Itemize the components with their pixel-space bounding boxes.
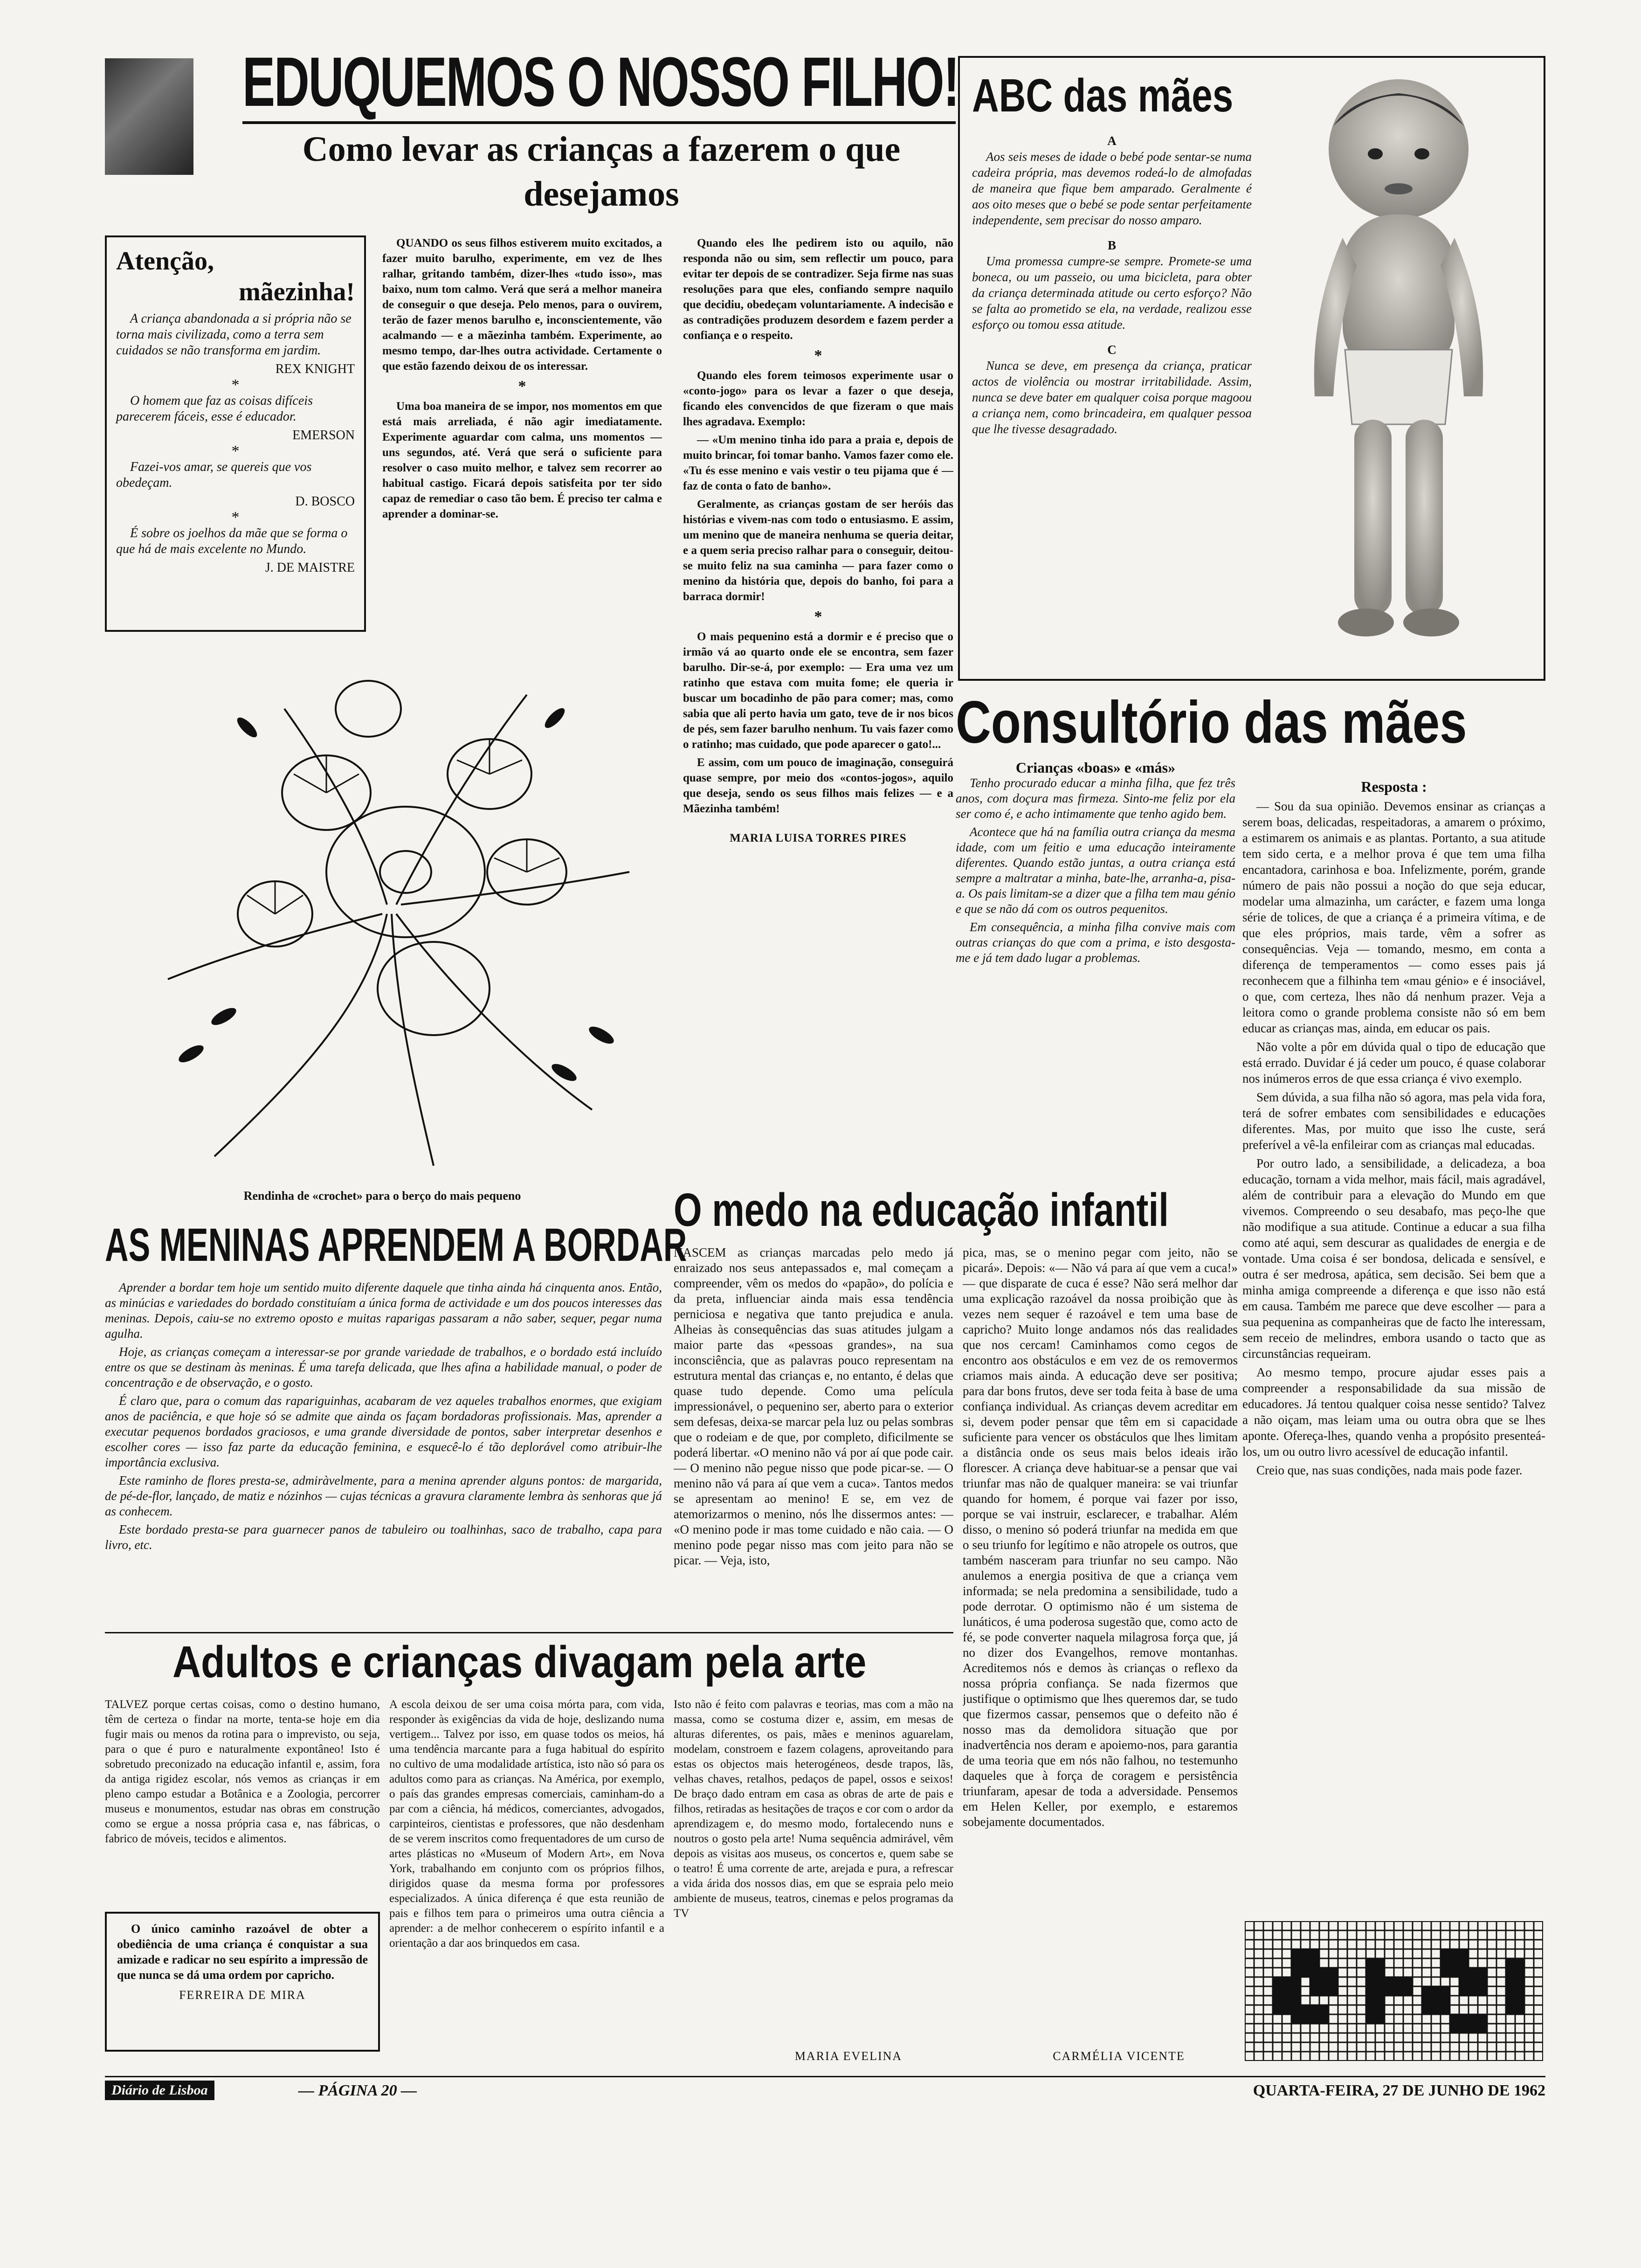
mira-quote-author: FERREIRA DE MIRA <box>179 1988 306 2002</box>
abc-label-b: B <box>1107 238 1116 252</box>
arte-paragraph: Isto não é feito com palavras e teorias, mas com a mão na massa, como se costuma dizer e, assim, em mesas de alturas diferentes, os pais, mães e meninos aguarelam, modelam, constroem e fazem colagens, aproveitando para estas os objectos mais heterogéneos, desde trapos, lãs, velhas chaves, retalhos, pedaços de papel, ossos e seixos! De braço dado entram em casa as obras de arte de pais e filhos, retiradas as hesitações de traços e cor com o ardor da aprendizagem e, do mesmo modo, fortalecendo nuns e noutros o gosto pela arte! Numa sequência admirável, vêm depois as visitas aos museus, os concertos e, quem sabe se o teatro! É uma corrente de arte, arejada e pura, a refrescar a vida árida dos nossos dias, em que se espraia pelo meio ambiente de museus, teatros, cinemas e pelos programas da TV <box>674 1698 953 1920</box>
embroidery-caption: Rendinha de «crochet» para o berço do mais pequeno <box>243 1189 521 1203</box>
medo-col-1 <box>674 1245 953 1646</box>
crochet-chart <box>1245 1921 1543 2061</box>
consultorio-answer-paragraph: Sem dúvida, a sua filha não só agora, mas pela vida fora, terá de sofrer embates com sensibilidades e educações diferentes. Mas, por muito que isso lhe custe, será preferível a vê-la enfileirar com as crianças mal educadas. <box>1242 1090 1545 1152</box>
abc-label-c: C <box>1107 343 1117 357</box>
separator-star: * <box>814 608 822 625</box>
main-paragraph: Geralmente, as crianças gostam de ser heróis das histórias e vivem-nas com todo o entusiasmo. E assim, um menino que de maneira nenhuma se queria deitar, e a quem seria preciso ralhar para o conseguir, deitou-se muito feliz na sua caminha — para fazer como o menino da história que, depois do banho, foi para a barraca dormir! <box>683 498 953 603</box>
quote-4: É sobre os joelhos da mãe que se forma o que há de mais excelente no Mundo. <box>116 526 348 556</box>
page-title: EDUQUEMOS O NOSSO FILHO! <box>242 42 959 121</box>
abc-text <box>972 133 1252 660</box>
bordar-paragraph: Este bordado presta-se para guarnecer panos de tabuleiro ou toalhinhas, saco de trabalho, capa para livro, etc. <box>105 1522 662 1552</box>
abc-paragraph-c: Nunca se deve, em presença da criança, praticar actos de violência ou mostrar irritabilidade. Assim, nunca se deve bater em qualquer coisa porque magoou a criança nem, como brincadeira, em qualquer pessoa que lhe tivesse desagradado. <box>972 359 1252 436</box>
arte-paragraph: A escola deixou de ser uma coisa mórta para, com vida, responder às exigências da vida de hoje, deslizando numa vertigem... Talvez por isso, em quase todos os meios, há uma tendência marcante para a fuga habitual do espírito no cultivo de uma modalidade artística, isto não só para os adultos como para as crianças. Na América, por exemplo, o país das grandes empresas comerciais, caminham-do a par com a ciência, há médicos, comerciantes, advogados, carpinteiros, cientistas e professores, que não desdenham de se verem inscritos como frequentadores de um curso de artes plásticas no «Museum of Modern Art», em Nova York, trabalhando em conjunto com os próprios filhos, dirigidos quase da mesma forma por professores especializados. A única diferença é que esta reunião de pais e filhos tem para o primeiros uma outra ciência a aprender: a de melhor conhecerem o espírito infantil e a orientação a dar aos brinquedos em casa. <box>389 1698 664 1950</box>
consultorio-question <box>956 760 1235 1124</box>
newspaper-logo: Diário de Lisboa <box>105 2081 214 2100</box>
consultorio-answer-paragraph: Por outro lado, a sensibilidade, a delicadeza, a boa educação, tornam a vida melhor, mais fácil, mais agradável, além de contribuir para a elevação do Mundo em que vivemos. Compreendo o seu desabafo, mas peço-lhe que não modifique a sua atitude. Continue a educar a sua filha como até aqui, sem descurar as qualidades de energia e de vontade. Uma coisa é ser bondosa, delicada e sensível, e outra é ser medrosa, apática, sem decisão. Sei bem que a minha amiga compreende a diferença e que isso não está em causa. Também me parece que deve escolher — para a sua pequenina as companheiras que de facto lhe interessam, sem receio de melindres, embora usando o tacto que as circunstâncias requeiram. <box>1242 1156 1545 1361</box>
consultorio-title: Consultório das mães <box>956 689 1467 756</box>
header-portrait-photo <box>105 58 193 175</box>
bordar-title: AS MENINAS APRENDEM A BORDAR <box>105 1219 687 1271</box>
title-rule <box>242 121 956 124</box>
consultorio-answer-paragraph: Ao mesmo tempo, procure ajudar esses pais a compreender a responsabilidade da sua missão de educadores. Já tentou qualquer coisa nesse sentido? Talvez a não oiçam, mas leiam uma ou outra obra que se lhes aponte. Ofereça-lhes, quando venha a propósito presenteá-los, um ou outro livro acessível de educação infantil. <box>1242 1365 1545 1459</box>
quote-1-author: REX KNIGHT <box>275 362 355 376</box>
consultorio-question-paragraph: Em consequência, a minha filha convive mais com outras crianças do que com a prima, e isto desgosta-me e já tem dado lugar a problemas. <box>956 920 1235 965</box>
consultorio-answer-label: Resposta : <box>1361 778 1427 795</box>
abc-paragraph-b: Uma promessa cumpre-se sempre. Promete-se uma boneca, ou um passeio, ou uma bicicleta, para obter da criança determinada atitude ou certo esforço? Não se falta ao prometido se ela, na verdade, realizou esse esforço ou tomou essa atitude. <box>972 254 1252 332</box>
consultorio-question-paragraph: Acontece que há na família outra criança da mesma idade, com um feitio e uma educação inteiramente diferentes. Quando estão juntas, a outra criança está sempre a maltratar a minha, bate-lhe, arranha-a, pisa-a. Os pais limitam-se a dizer que a filha tem mau génio e que se não dá com os outros pequenitos. <box>956 825 1235 916</box>
mira-quote: O único caminho razoável de obter a obediência de uma criança é conquistar a sua amizade e radicar no seu espírito a impressão de que nunca se dá uma ordem por capricho. <box>117 1922 368 1982</box>
arte-author: MARIA EVELINA <box>794 2049 903 2063</box>
abc-label-a: A <box>1107 134 1117 148</box>
separator-star: * <box>518 378 526 395</box>
medo-paragraph: NASCEM as crianças marcadas pelo medo já enraizado nos seus antepassados e, mal começam a compreender, vêm os medos do «papão», do polícia e da preta, influenciar ainda mais essa tendência perniciosa e negativa que tanto prejudica e anula. Alheias às consequências das suas atitudes julgam a maior parte das «pessoas grandes», na sua inconsciência, que as palavras pouco representam na estrutura mental das crianças e, no entanto, é delas que quase tudo depende. Como uma película impressionável, o pequenino ser, aberto para o exterior sem defesas, deixa-se marcar pela luz ou pelas sombras que o rodeiam e de que, por completo, dificilmente se poderá libertar. «O menino não vá por aí que pode cair. — O menino não pegue nisso que pode picar-se. — O menino não vá para aí que vem a cuca». Tantos medos se apresentam ao menino! E se, em vez de atemorizarmos o menino, nós lhe dissermos antes: — «O menino pode ir mas tome cuidado e não caia. — O menino pode pegar nisso mas com jeito para não se picar. — Veja, isto, <box>674 1245 953 1567</box>
consultorio-subtitle: Crianças «boas» e «más» <box>1015 760 1176 776</box>
main-paragraph: Uma boa maneira de se impor, nos momentos em que está mais arreliada, é não agir imediatamente. Experimente aguardar com calma, uns momentos — uns segundos, até. Verá que será o suficiente para resolver o caso muito melhor, e talvez sem recorrer ao habitual castigo. Ficará depois satisfeita por ter sido capaz de remediar o caso tão bem. É preciso ter calma e aprender a dominar-se. <box>382 400 662 520</box>
separator-star: * <box>231 376 240 394</box>
arte-col-2 <box>389 1697 664 2049</box>
medo-col-2 <box>963 1245 1238 2021</box>
bordar-paragraph: Hoje, as crianças começam a interessar-se por grande variedade de trabalhos, e o bordado está incluído entre os que se destinam às meninas. É uma tarefa delicada, que lhes afina a habilidade manual, o poder de concentração e de observação, e o gosto. <box>105 1345 662 1390</box>
mira-quote-box <box>105 1912 380 2052</box>
consultorio-answer-paragraph: — Sou da sua opinião. Devemos ensinar as crianças a serem boas, delicadas, respeitadoras, a amarem o próximo, a estimarem os animais e as plantas. Portanto, a sua atitude tem sido certa, e a melhor prova é que tem uma filha encantadora, carinhosa e boa. Infelizmente, porém, grande número de pais não possui a noção do que seja educar, modelar uma almazinha, um carácter, e fazem uma longa série de tolices, de que a criança é a primeira vítima, e de que eles próprios, mais tarde, vêm a sofrer as consequências. Veja — tomando, mesmo, em conta a diferença de temperamentos — como esses pais já reconhecem que a filhinha tem «mau génio» e é insociável, o que, com certeza, lhes não dá nenhum prazer. Veja a leitora como o grande problema consiste não só em bem educar as crianças mas, ainda, em educar os pais. <box>1242 799 1545 1035</box>
medo-author: CARMÉLIA VICENTE <box>1053 2049 1185 2063</box>
main-paragraph: Quando eles forem teimosos experimente usar o «conto-jogo» para os levar a fazer o que deseja, ficando eles convencidos de que fizeram o que mais lhes agradava. Exemplo: <box>683 369 953 428</box>
publication-date: QUARTA-FEIRA, 27 DE JUNHO DE 1962 <box>1253 2082 1545 2099</box>
medo-title: O medo na educação infantil <box>674 1184 1169 1236</box>
main-paragraph: O mais pequenino está a dormir e é preciso que o irmão vá ao quarto onde ele se encontra, sem fazer barulho. Dir-se-á, por exemplo: — Era uma vez um ratinho que estava com muita fome; ele queria ir buscar um bocadinho de pão para comer; mas, como sabia que ali perto havia um gato, teve de ir nos bicos de pés, sem fazer barulho nenhum. Tu vais fazer como o ratinho; mas cuidado, que pode aparecer o gato!... <box>683 630 953 751</box>
quotes-box <box>105 235 366 632</box>
page-number: — PÁGINA 20 — <box>298 2082 417 2099</box>
main-paragraph: E assim, com um pouco de imaginação, conseguirá quase sempre, por meio dos «contos-jogos», aquilo que deseja, sendo os seus filhos mais felizes — e a Mãezinha também! <box>683 756 953 815</box>
arte-top-rule <box>105 1632 953 1633</box>
arte-col-3 <box>674 1697 953 2049</box>
main-article-col-1 <box>382 235 662 650</box>
consultorio-answer-paragraph: Creio que, nas suas condições, nada mais pode fazer. <box>1256 1463 1523 1477</box>
arte-title: Adultos e crianças divagam pela arte <box>172 1637 867 1687</box>
main-paragraph: — «Um menino tinha ido para a praia e, depois de muito brincar, foi tomar banho. Vamos fazer como ele. «Tu és esse menino e vais vestir o teu pijama que é — faz de conta o fato de banho». <box>683 434 953 492</box>
quote-3-author: D. BOSCO <box>295 494 355 509</box>
abc-title: ABC das mães <box>972 69 1234 122</box>
footer-rule <box>105 2076 1545 2077</box>
bordar-paragraph: Este raminho de flores presta-se, admiràvelmente, para a menina aprender alguns pontos: de margarida, de pé-de-flor, lançado, de matiz e nózinhos — cujas técnicas a gravura claramente lembra às senhoras que já as conhecem. <box>105 1473 662 1518</box>
arte-col-1 <box>105 1697 380 1893</box>
consultorio-answer <box>1242 760 1545 1912</box>
quote-2: O homem que faz as coisas difíceis parecerem fáceis, esse é educador. <box>116 394 313 424</box>
main-paragraph: Quando eles lhe pedirem isto ou aquilo, não responda não ou sim, sem reflectir um pouco, para evitar ter depois de se contradizer. Seja firme nas suas resoluções para que eles, confiando sempre naquilo que decidiu, obedeçam voluntariamente. A indecisão e as contradições produzem desordem e fazem perder a confiança e o respeito. <box>683 237 953 342</box>
quotes-box-title-1: Atenção, <box>116 247 214 276</box>
quote-1: A criança abandonada a si própria não se torna mais civilizada, como a terra sem cuidados se não transforma em jardim. <box>116 311 352 358</box>
main-paragraph: QUANDO os seus filhos estiverem muito excitados, a fazer muito barulho, experimente, em vez de lhes ralhar, gritando também, dizer-lhes «tudo isso», mas baixo, num tom calmo. Verá que será a melhor maneira de conseguir o que deseja. Pelo menos, para o ouvirem, terão de fazer menos barulho e, inconscientemente, vão acalmando — e a mãezinha também. Experimente, ao mesmo tempo, dar-lhes outra actividade. Certamente o que estão fazendo deixou de os interessar. <box>382 237 662 373</box>
consultorio-question-paragraph: Tenho procurado educar a minha filha, que fez três anos, com doçura mas firmeza. Sinto-me feliz por ela ser como é, e acho intimamente que tenho agido bem. <box>956 776 1235 821</box>
quote-4-author: J. DE MAISTRE <box>265 560 355 575</box>
quote-2-author: EMERSON <box>292 428 355 443</box>
separator-star: * <box>231 509 240 526</box>
baby-photo <box>1259 70 1534 667</box>
quotes-box-title-2: mãezinha! <box>239 277 355 306</box>
bordar-paragraph: Aprender a bordar tem hoje um sentido muito diferente daquele que tinha ainda há cinquenta anos. Então, as minúcias e variedades do bordado constituíam a única forma de actividade e um dos poucos interesses das meninas. Depois, caiu-se no extremo oposto e muitas raparigas passaram a não saber, sequer, pegar numa agulha. <box>105 1280 662 1341</box>
consultorio-answer-paragraph: Não volte a pôr em dúvida qual o tipo de educação que está errado. Duvidar é já ceder um pouco, é quase colaborar nos inúmeros erros de que essa criança é vivo exemplo. <box>1242 1040 1545 1086</box>
medo-paragraph: pica, mas, se o menino pegar com jeito, não se picará». Depois: «— Não vá para aí que vem a cuca!» — que disparate de cuca é esse? Não será melhor dar uma explicação razoável da nossa proibição que às vezes nem sequer é razoável e tem uma base de capricho? Muito longe andamos nós das realidades que nos cercam! Caminhamos como cegos de encontro aos obstáculos e em vez de os removermos criamos mais ainda. A educação deve ser positiva; para dar bons frutos, deve ser toda feita à base de uma confiança individual. As crianças devem acreditar em si, devem poder pensar que têm em si capacidade suficiente para vencer os obstáculos que lhes limitam a distância onde os seus mais belos ideais irão florescer. A criança deve habituar-se a pensar que vai triunfar mas não de qualquer maneira: se vai triunfar quando for homem, é porque vai fazer por isso, porque se vai instruir, esclarecer, e trabalhar. Além disso, o menino só poderá triunfar na medida em que o seu triunfo for legítimo e não atropele os outros, que também nasceram para triunfar no seu campo. Não anulemos a energia positiva de que a criança vem informada; se nela predomina a sensibilidade, tudo a pode derrotar. O optimismo não é um sistema de lunáticos, é uma poderosa sugestão que, como acto de fé, se pode converter naquela milagrosa força que, já no dizer dos Evangelhos, remove montanhas. Acreditemos nós e demos às crianças o reflexo da nossa própria confiança. Se nada fizermos que justifique o optimismo que lhes queremos dar, se tudo que fizermos cassar, pensemos que o defeito não é nosso mas da demolidora situação que por inadvertência nos deram e apoiemo-nos, para garantia de uma teoria que em nós não falhou, no testemunho daqueles que à força de coragem e persistência triunfaram, apesar de toda a adversidade. Pensemos em Helen Keller, por exemplo, e estaremos sobejamente documentados. <box>963 1245 1238 1829</box>
separator-star: * <box>231 443 240 460</box>
main-article-col-2 <box>683 235 953 1010</box>
page-subtitle: Como levar as crianças a fazerem o que desejamos <box>302 130 901 214</box>
embroidery-illustration <box>107 653 657 1184</box>
main-article-author: MARIA LUISA TORRES PIRES <box>730 832 907 844</box>
abc-paragraph-a: Aos seis meses de idade o bebé pode sentar-se numa cadeira própria, mas devemos rodeá-lo de almofadas de maneira que fique bem amparado. Geralmente é aos oito meses que o bebé se pode sentar perfeitamente independente, sem precisar do nosso amparo. <box>972 150 1252 227</box>
quote-3: Fazei-vos amar, se quereis que vos obedeçam. <box>116 460 312 490</box>
arte-paragraph: TALVEZ porque certas coisas, como o destino humano, têm de certeza o findar na morte, tenta-se hoje em dia fugir mais ou menos da rotina para o imprevisto, ou seja, para o que é puro e naturalmente expontâneo! Isto é sobretudo preconizado na educação infantil e, assim, fora da antiga rigidez escolar, nós vemos as crianças ir em pleno campo estudar a Botânica e a Zoologia, percorrer museus e monumentos, estudar nas obras em construção como se ergue a nossa própria casa e, nas fábricas, o fabrico de móveis, tecidos e alimentos. <box>105 1698 380 1845</box>
bordar-body <box>105 1280 662 1625</box>
bordar-paragraph: É claro que, para o comum das rapariguinhas, acabaram de vez aqueles trabalhos enormes, que exigiam anos de paciência, e que hoje só se admite que ainda os façam bordadoras profissionais. Mas, aprender a executar pequenos bordados graciosos, e uma grande diversidade de pontos, saber interpretar desenhos e escolher cores — isso faz parte da educação feminina, e esquecê-lo é tão deplorável como atribuir-lhe importância exclusiva. <box>105 1394 662 1469</box>
separator-star: * <box>814 347 822 364</box>
